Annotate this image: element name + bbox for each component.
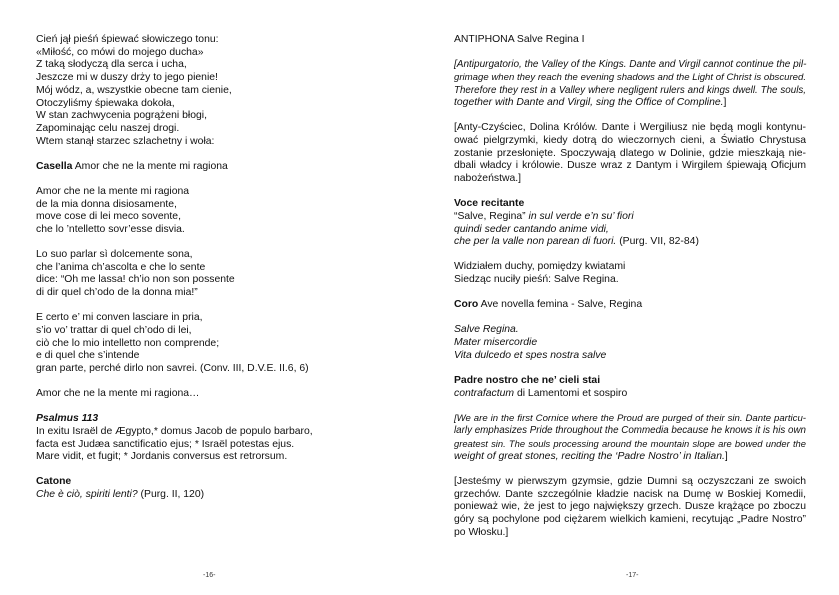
- right-text-column: [454, 34, 806, 552]
- verse-line: Salve Regina.: [454, 324, 519, 336]
- note-line: weight of great stones, reciting the ‘Padre Nostro’ in Italian.: [454, 450, 725, 462]
- padre-block: [454, 375, 806, 400]
- note-line: nabożeństwa.]: [454, 173, 522, 185]
- catone-block: [36, 476, 386, 501]
- note-line: grzechów. Dante szczególnie kładzie nacisk na Dumę w Boskiej Komedii,: [454, 488, 806, 500]
- citation: (Purg. II, 120): [140, 489, 205, 501]
- note-line: dbali władcy i królowie. Dusze wraz z Dantym i Wirgilem śpiewają Oficjum: [454, 160, 806, 172]
- verse-line: Z taką słodyczą dla serca i ucha,: [36, 59, 187, 71]
- left-text-column: [36, 34, 386, 514]
- psalmus-block: [36, 413, 386, 464]
- psalm-line: Mare vidit, et fugit; * Jordanis conversus est retrorsum.: [36, 451, 288, 463]
- verse-line: dice: “Oh me lassa! ch’io non son possente: [36, 274, 235, 286]
- italian-stanza-3: [36, 312, 386, 376]
- verse-line: Jeszcze mi w duszy drży to jego pienie!: [36, 72, 218, 84]
- verse-line: E certo e’ mi conven lasciare in pria,: [36, 312, 203, 324]
- heading-text: Amor che ne la mente mi ragiona: [74, 160, 228, 172]
- contrafactum-term: contrafactum: [454, 387, 515, 399]
- note-line: [Antipurgatorio, the Valley of the Kings. Dante and Virgil cannot continue the pil-: [454, 59, 807, 71]
- italian-stanza-1: [36, 186, 386, 237]
- polish-stanza: [36, 34, 386, 148]
- right-page: [420, 0, 839, 595]
- note-line: [We are in the first Cornice where the Proud are purged of their sin. Dante particu-: [454, 412, 806, 424]
- page-number: -16-: [203, 572, 216, 579]
- psalm-line: facta est Judæa sanctificatio ejus; * Israël potestas ejus.: [36, 438, 295, 450]
- note-line: [Anty-Czyściec, Dolina Królów. Dante i Wergiliusz nie będą mogli kontynu-: [454, 122, 806, 134]
- psalm-title: Psalmus 113: [36, 413, 99, 425]
- verse-line: Cień jął pieśń śpiewać słowiczego tonu:: [36, 34, 219, 45]
- contrafactum-source: di Lamentomi et sospiro: [514, 387, 628, 399]
- casella-heading: [36, 161, 386, 174]
- verse-line: Wtem stanął starzec szlachetny i woła:: [36, 135, 215, 147]
- note-line: greatest sin. The souls processing around the mountain slope are bowed under the: [454, 438, 806, 449]
- note-line: zostanie przesłonięte. Spoczywają dlatego w Dolinie, gdzie mieszkają nie-: [454, 147, 806, 159]
- left-page: [0, 0, 419, 595]
- verse-line: gran parte, perché dirlo non savrei. (Conv. III, D.V.E. II.6, 6): [36, 363, 309, 375]
- note-line: [Jesteśmy w pierwszym gzymsie, gdzie Dumni są oczyszczani ze swoich: [454, 475, 806, 487]
- verse-line: Lo suo parlar sì dolcemente sona,: [36, 249, 193, 261]
- speaker-label: Voce recitante: [454, 198, 525, 210]
- note-line: po Włosku.]: [454, 526, 509, 538]
- verse-fragment: in sul verde e’n su’ fiori: [525, 210, 634, 222]
- verse-line: Mater misercordie: [454, 337, 538, 348]
- note-line: larly emphasizes Pride throughout the Commedia because he knows it is his own: [454, 425, 806, 437]
- catone-quote: Che è ciò, spiriti lenti?: [36, 489, 138, 501]
- bracket: ]: [724, 450, 728, 462]
- note-line: Therefore they rest in a Valley where negligent rulers and kings dwell. The souls,: [454, 84, 806, 96]
- verse-fragment: “Salve, Regina”: [454, 210, 526, 222]
- verse-line: Otoczyliśmy śpiewaka dokoła,: [36, 97, 175, 109]
- verse-line: Mój wódz, a, wszystkie obecne tam cienie,: [36, 84, 232, 96]
- verse-line: Zapominając celu naszej drogi.: [36, 122, 180, 134]
- verse-line: move cose di lei meco sovente,: [36, 211, 181, 223]
- verse-line: de la mia donna disiosamente,: [36, 198, 177, 210]
- note-line: góry są pochylone pod ciężarem wielkich kamieni, recytując „Padre Nostro”: [454, 513, 806, 525]
- reprise-line: Amor che ne la mente mi ragiona…: [36, 388, 200, 400]
- bracket: ]: [723, 97, 727, 109]
- verse-line: e di quel che s’intende: [36, 350, 140, 362]
- note-line: together with Dante and Virgil, sing the Office of Compline.: [454, 97, 724, 109]
- speaker-label: Coro: [454, 299, 479, 311]
- verse-line: che l’anima ch’ascolta e che lo sente: [36, 261, 206, 273]
- italian-stanza-2: [36, 249, 386, 300]
- note-line: ponieważ wie, że jest to jego największy grzech. Dusze krążące po zboczu: [454, 501, 806, 513]
- verse-line: Vita dulcedo et spes nostra salve: [454, 349, 607, 361]
- speaker-label: Casella: [36, 160, 73, 172]
- verse-line: W stan zachwycenia pogrążeni błogi,: [36, 110, 207, 122]
- verse-line: quindi seder cantando anime vidi,: [454, 223, 609, 235]
- heading-text: Ave novella femina - Salve, Regina: [480, 299, 643, 311]
- note-line: grimage when they reach the evening shadows and the Light of Christ is obscured.: [454, 71, 806, 83]
- note-line: ować pielgrzymki, kiedy dotrą do wieczornych cieni, a Światło Chrystusa: [454, 135, 806, 146]
- verse-line: Siedząc nuciły pieśń: Salve Regina.: [454, 274, 619, 286]
- verse-line: che per la valle non parean di fuori.: [454, 236, 617, 248]
- verse-line: che lo ’ntelletto sovr’esse disvia.: [36, 223, 185, 235]
- verse-line: di dir quel ch’odo de la donna mia!”: [36, 287, 198, 299]
- verse-line: «Miłość, co mówi do mojego ducha»: [36, 46, 204, 58]
- verse-line: Widziałem duchy, pomiędzy kwiatami: [454, 261, 626, 273]
- coro-heading: [454, 299, 806, 312]
- polish-note-2: [454, 476, 806, 540]
- psalm-line: In exitu Israël de Ægypto,* domus Jacob de populo barbaro,: [36, 425, 313, 437]
- widzialem-block: [454, 261, 806, 286]
- antiphona-title: ANTIPHONA Salve Regina I: [454, 34, 585, 45]
- verse-line: ciò che lo mio intelletto non comprende;: [36, 337, 220, 349]
- english-note: [454, 59, 806, 110]
- citation: (Purg. VII, 82-84): [616, 236, 699, 248]
- speaker-label: Padre nostro che ne’ cieli stai: [454, 374, 601, 386]
- speaker-label: Catone: [36, 476, 72, 488]
- salve-latin-block: [454, 324, 806, 362]
- verse-line: s’io vo’ trattar di quel ch’odo di lei,: [36, 324, 192, 336]
- page-number: -17-: [626, 572, 639, 579]
- english-note-2: [454, 413, 806, 464]
- verse-line: Amor che ne la mente mi ragiona: [36, 185, 190, 197]
- polish-note: [454, 122, 806, 186]
- voce-block: [454, 198, 806, 249]
